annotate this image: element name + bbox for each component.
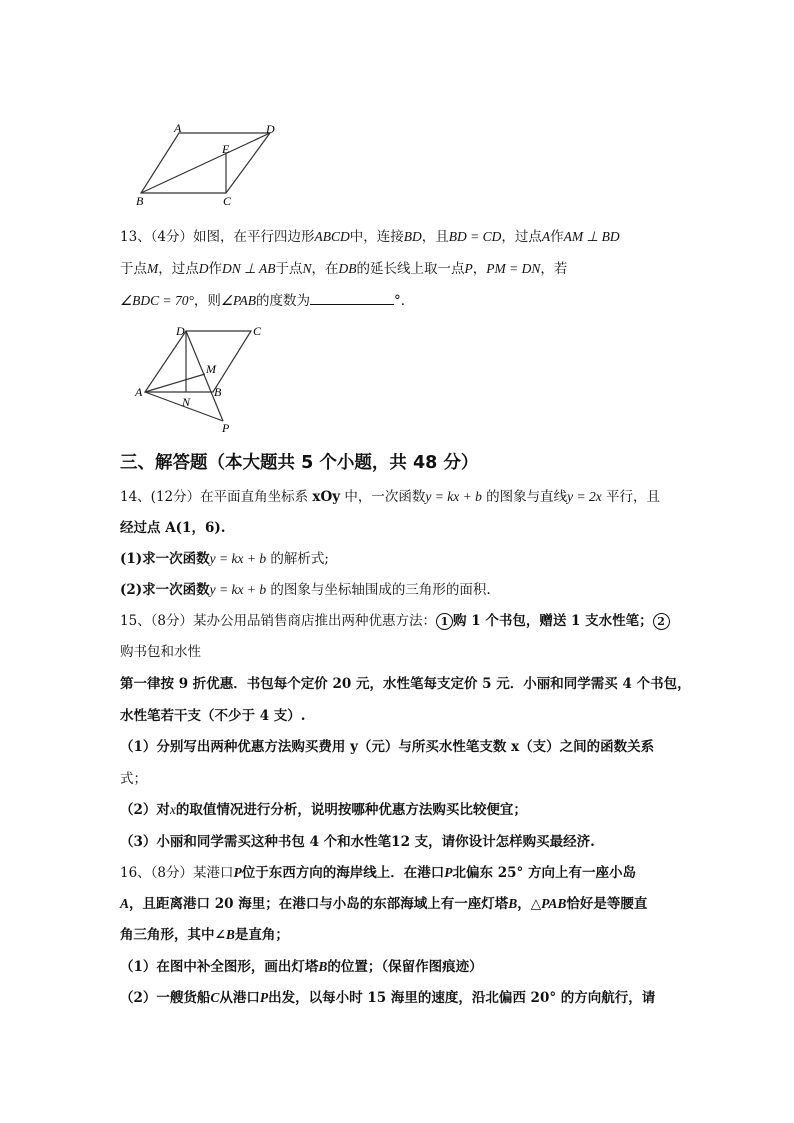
q13-line-2: 于点M，过点D作DN ⊥ AB于点N，在DB的延长线上取一点P，PM = DN，若 [120,261,568,277]
label-a: A [174,122,182,135]
label-b: B [214,385,222,399]
label-c: C [253,324,262,338]
label-d: D [176,324,185,338]
label-m: M [206,362,216,376]
circled-number-2: 2 [653,613,670,630]
q14-line-1: 14、(12分）在平面直角坐标系 xOy 中，一次函数y = kx + b 的图象与直线y = 2x 平行，且 [120,489,661,505]
q15-line-2: 购书包和水性 [120,644,201,660]
q16-line-1: 16、（8分）某港口P位于东西方向的海岸线上．在港口P北偏东 25° 方向上有一座小岛 [120,865,636,881]
q14-line-2: 经过点 A(1，6). [120,520,226,536]
figure-parallelogram-2 [130,318,280,436]
answer-blank[interactable] [310,290,394,305]
q13-line-3: ∠BDC = 70°，则∠PAB的度数为 °． [120,290,414,311]
q14-part-2: (2)求一次函数y = kx + b 的图象与坐标轴围成的三角形的面积. [120,582,491,598]
section-heading: 三、解答题（本大题共 5 个小题，共 48 分） [120,453,479,473]
q15-line-1: 15、（8分）某办公用品销售商店推出两种优惠方法： 1 购 1 个书包，赠送 1 支水性笔； 2 [120,611,670,631]
q15-part-3: （3）小丽和同学需买这种书包 4 个和水性笔12 支，请你设计怎样购买最经济. [120,834,595,850]
segment-dp [186,331,223,421]
q15-line-4: 水性笔若干支（不少于 4 支）. [120,708,306,724]
label-p: P [222,421,230,435]
q15-part-2: （2）对x的取值情况进行分析，说明按哪种优惠方法购买比较便宜； [120,802,527,818]
q16-part-2: （2）一艘货船C从港口P出发，以每小时 15 海里的速度，沿北偏西 20° 的方向航行，请 [120,990,656,1006]
label-b: B [136,194,144,208]
segment-am [145,374,205,392]
label-a: A [135,385,143,399]
label-c: C [223,194,232,208]
q16-line-2: A，且距离港口 20 海里；在港口与小岛的东部海域上有一座灯塔B，△PAB恰好是等腰直 [120,896,648,912]
figure-parallelogram-1 [130,122,290,210]
label-d: D [266,122,275,136]
q13-line-1: 13、（4分）如图，在平行四边形ABCD中，连接BD，且BD = CD，过点A作AM ⊥ BD [120,229,620,245]
q15-part-1: （1）分别写出两种优惠方法购买费用 y（元）与所买水性笔支数 x（支）之间的函数关系 [120,739,655,755]
circled-number-1: 1 [436,613,453,630]
label-e: E [222,142,230,156]
q14-part-1: (1)求一次函数y = kx + b 的解析式; [120,551,329,567]
label-n: N [182,395,191,409]
q15-line-3: 第一律按 9 折优惠．书包每个定价 20 元，水性笔每支定价 5 元．小丽和同学需买 4 个书包， [120,676,691,692]
q16-part-1: （1）在图中补全图形，画出灯塔B的位置；（保留作图痕迹） [120,959,483,975]
q15-part-1-cont: 式； [120,771,147,787]
q16-line-3: 角三角形，其中∠B是直角； [120,927,289,943]
